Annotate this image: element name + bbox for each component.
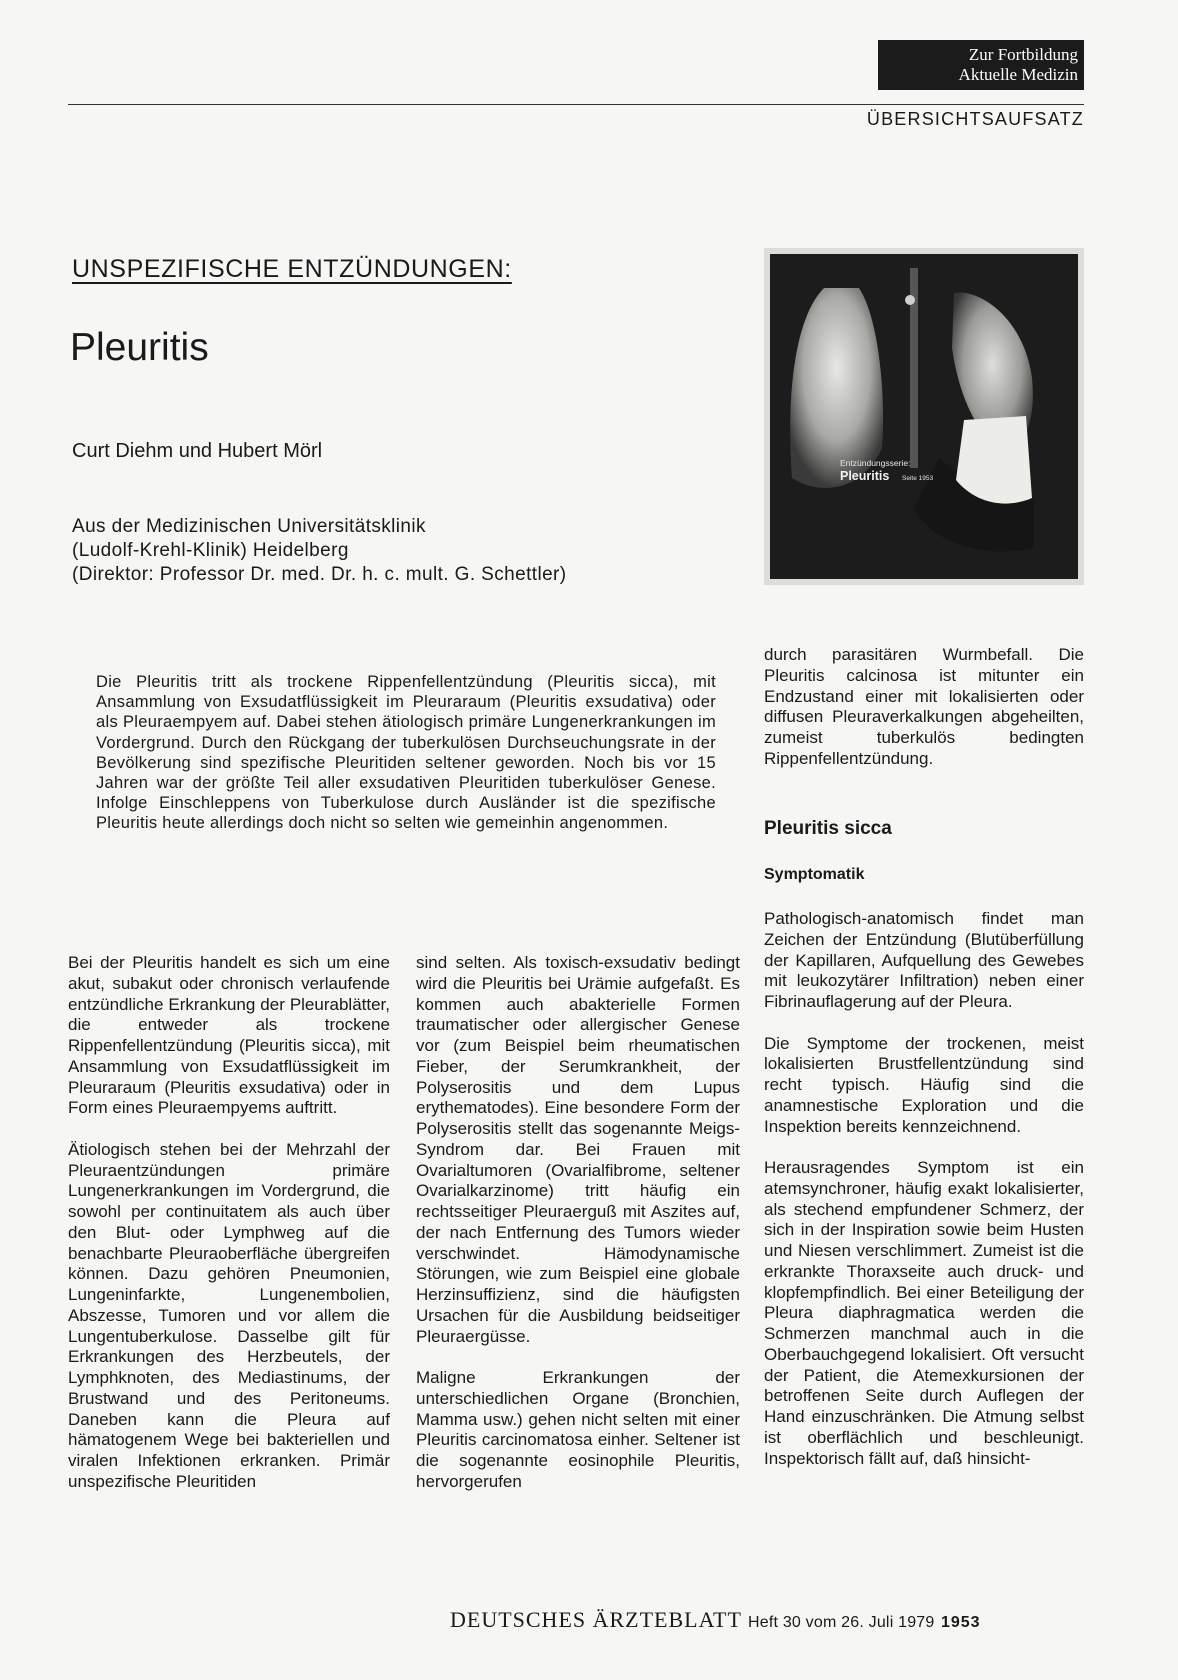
article-title: Pleuritis: [70, 326, 209, 369]
section-tag: [878, 40, 1084, 90]
xray-series-title: Pleuritis: [840, 469, 890, 483]
body-column-3: [764, 909, 1084, 1490]
journal-name: DEUTSCHES ÄRZTEBLATT: [450, 1607, 742, 1632]
body-paragraph: sind selten. Als toxisch-exsudativ bedingt wird die Pleuritis bei Urämie aufgefaßt. Es kommen auch abakterielle Formen traumatischer oder allergischer Genese vor (zum Beispiel beim rheumatischen Fieber, der Serumkrankheit, der Polyserositis und dem Lupus erythematodes). Eine besondere Form der Polyserositis stellt das sogenannte Meigs-Syndrom dar. Bei Frauen mit Ovarialtumoren (Ovarialfibrome, seltener Ovarialkarzinome) tritt häufig ein rechtsseitiger Pleuraerguß mit Aszites auf, der nach Entfernung des Tumors wieder verschwindet. Hämodynamische Störungen, wie zum Beispiel eine globale Herzinsuffizienz, sind die häufigsten Ursachen für die Ausbildung beidseitiger Pleuraergüsse.: [416, 953, 740, 1346]
page-footer: [450, 1607, 981, 1633]
affiliation-line: Aus der Medizinischen Universitätsklinik: [72, 516, 426, 537]
chest-xray-image: [764, 248, 1084, 585]
affiliation-line: (Direktor: Professor Dr. med. Dr. h. c. mult. G. Schettler): [72, 564, 567, 585]
page-number: 1953: [940, 1614, 981, 1631]
body-column-2: [416, 953, 740, 1513]
article-kicker: UNSPEZIFISCHE ENTZÜNDUNGEN:: [72, 255, 512, 283]
top-rule: [68, 104, 1084, 105]
article-authors: Curt Diehm und Hubert Mörl: [72, 440, 323, 462]
section-tag-line1: Zur Fortbildung: [968, 45, 1078, 64]
affiliation-line: (Ludolf-Krehl-Klinik) Heidelberg: [72, 540, 349, 561]
xray-series-page: Seite 1953: [902, 475, 934, 482]
body-paragraph: Die Symptome der trockenen, meist lokalisierten Brustfellentzündung sind recht typisch. Häufig sind die anamnestische Exploration und die Inspektion bereits kennzeichnend.: [764, 1033, 1084, 1136]
section-heading: Pleuritis sicca: [764, 818, 892, 839]
body-paragraph: Herausragendes Symptom ist ein atemsynchroner, häufig exakt lokalisierter, als stechend empfundener Schmerz, der sich in der Inspiration sowie beim Husten und Niesen verschlimmert. Zumeist ist die erkrankte Thoraxseite auch druck- und klopfempfindlich. Bei einer Beteiligung der Pleura diaphragmatica werden die Schmerzen manchmal auch in die Oberbauchgegend lokalisiert. Oft versucht der Patient, die Atemexkursionen der betroffenen Seite durch Auflegen der Hand einzuschränken. Die Atmung selbst ist oberflächlich und beschleunigt. Inspektorisch fällt auf, daß hinsicht-: [764, 1158, 1084, 1468]
abstract-text: Die Pleuritis tritt als trockene Rippenfellentzündung (Pleuritis sicca), mit Ansammlung von Exsudatflüssigkeit im Pleuraraum (Pleuritis exsudativa) oder als Pleuraempyem auf. Dabei stehen ätiologisch primäre Lungenerkrankungen im Vordergrund. Durch den Rückgang der tuberkulösen Durchseuchungsrate in der Bevölkerung sind spezifische Pleuritiden seltener geworden. Noch bis vor 15 Jahren war der größte Teil aller exsudativen Pleuritiden tuberkulöser Genese. Infolge Einschleppens von Tuberkulose durch Ausländer ist die spezifische Pleuritis heute allerdings doch nicht so selten wie gemeinhin angenommen.: [96, 673, 716, 833]
body-paragraph: Bei der Pleuritis handelt es sich um eine akut, subakut oder chronisch verlaufende entzündliche Erkrankung der Pleurablätter, die entweder als trockene Rippenfellentzündung (Pleuritis sicca), mit Ansammlung von Exsudatflüssigkeit im Pleuraraum (Pleuritis exsudativa) oder in Form eines Pleuraempyems auftritt.: [68, 953, 390, 1118]
abstract: [96, 672, 716, 834]
body-column-3-top: [764, 645, 1084, 770]
xray-series-label: Entzündungsserie:: [840, 458, 911, 468]
body-paragraph: Ätiologisch stehen bei der Mehrzahl der Pleuraentzündungen primäre Lungenerkrankungen im Vordergrund, die sowohl per continuitatem als auch über den Blut- oder Lymphweg auf die benachbarte Pleuraoberfläche übergreifen können. Dazu gehören Pneumonien, Lungeninfarkte, Lungenembolien, Abszesse, Tumoren und vor allem die Lungentuberkulose. Dasselbe gilt für Erkrankungen des Herzbeutels, der Lymphknoten, des Mediastinums, der Brustwand und des Peritoneums. Daneben kann die Pleura auf hämatogenem Wege bei bakteriellen und viralen Infektionen erkranken. Primär unspezifische Pleuritiden: [68, 1139, 390, 1491]
issue-info: Heft 30 vom 26. Juli 1979: [748, 1614, 935, 1631]
body-paragraph: Pathologisch-anatomisch findet man Zeichen der Entzündung (Blutüberfüllung der Kapillaren, Aufquellung des Gewebes mit leukozytärer Infiltration) neben einer Fibrinauflagerung auf der Pleura.: [764, 909, 1084, 1011]
section-tag-line2: Aktuelle Medizin: [958, 65, 1078, 84]
body-column-1: [68, 953, 390, 1513]
article-type: ÜBERSICHTSAUFSATZ: [866, 109, 1084, 129]
body-paragraph: Maligne Erkrankungen der unterschiedlichen Organe (Bronchien, Mamma usw.) gehen nicht selten mit einer Pleuritis carcinomatosa einher. Seltener ist die sogenannte eosinophile Pleuritis, hervorgerufen: [416, 1368, 740, 1491]
body-paragraph: durch parasitären Wurmbefall. Die Pleuritis calcinosa ist mitunter ein Endzustand einer mit lokalisierten oder diffusen Pleuraverkalkungen abgeheilten, zumeist tuberkulös bedingten Rippenfellentzündung.: [764, 645, 1084, 768]
subsection-heading: Symptomatik: [764, 866, 865, 883]
